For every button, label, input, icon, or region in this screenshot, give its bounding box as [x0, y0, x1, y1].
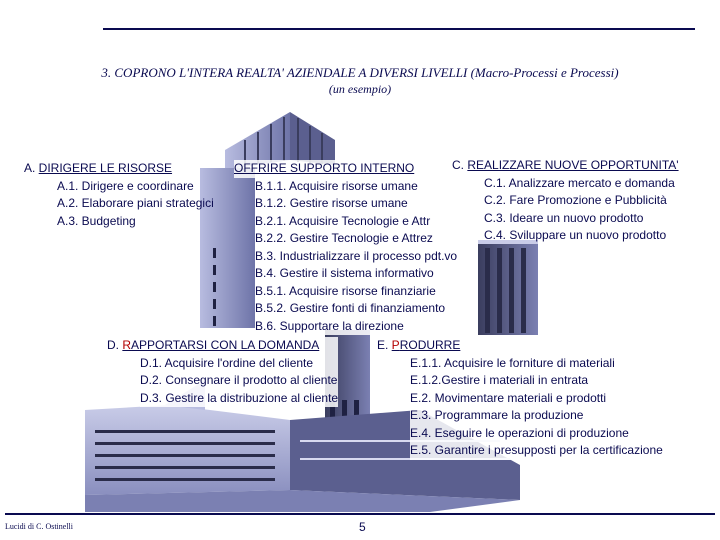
block-b-item: B.4. Gestire il sistema informativo [255, 265, 457, 283]
block-a-heading: A. DIRIGERE LE RISORSE [24, 161, 173, 175]
block-e [377, 337, 663, 460]
block-c-item: C.2. Fare Promozione e Pubblicità [484, 193, 667, 207]
block-c [452, 157, 679, 245]
block-b-item: B.1.2. Gestire risorse umane [255, 195, 457, 213]
block-b-item: B.1.1. Acquisire risorse umane [255, 178, 457, 196]
footer-author: Lucidi di C. Ostinelli [5, 522, 73, 531]
block-b-item: B.2.2. Gestire Tecnologie e Attrez [255, 230, 457, 248]
block-a [24, 160, 214, 230]
block-e-item: E.1.2.Gestire i materiali in entrata [410, 372, 663, 390]
block-a-item: A.2. Elaborare piani strategici [57, 196, 214, 210]
block-c-item: C.4. Sviluppare un nuovo prodotto [484, 228, 667, 242]
block-d-item: D.1. Acquisire l'ordine del cliente [140, 355, 338, 373]
block-d-item: D.2. Consegnare il prodotto al cliente [140, 372, 338, 390]
block-e-item: E.4. Eseguire le operazioni di produzione [410, 425, 663, 443]
block-e-item: E.1.1. Acquisire le forniture di materiali [410, 355, 663, 373]
slide-subtitle: (un esempio) [328, 82, 392, 96]
block-e-item: E.5. Garantire i presupposti per la certificazione [410, 442, 663, 460]
block-b-item: B.3. Industrializzare il processo pdt.vo [255, 248, 457, 266]
block-e-heading: E. PRODURRE [377, 337, 663, 355]
block-b [234, 160, 457, 335]
slide-title: 3. COPRONO L'INTERA REALTA' AZIENDALE A DIVERSI LIVELLI (Macro-Processi e Processi) [101, 65, 619, 80]
block-d-heading: D. RAPPORTARSI CON LA DOMANDA [107, 337, 338, 355]
block-d-item: D.3. Gestire la distribuzione al cliente [140, 390, 338, 408]
block-e-item: E.2. Movimentare materiali e prodotti [410, 390, 663, 408]
block-b-item: B.2.1. Acquisire Tecnologie e Attr [255, 213, 457, 231]
block-e-heading-initial: P [391, 338, 400, 352]
block-a-item: A.3. Budgeting [57, 213, 136, 228]
block-b-item: B.5.1. Acquisire risorse finanziarie [255, 283, 457, 301]
block-c-heading: C. REALIZZARE NUOVE OPPORTUNITA' [452, 158, 679, 172]
block-c-item: C.1. Analizzare mercato e domanda [484, 175, 675, 190]
block-a-item: A.1. Dirigere e coordinare [57, 178, 194, 193]
block-c-item: C.3. Ideare un nuovo prodotto [484, 210, 644, 225]
block-e-item: E.3. Programmare la produzione [410, 407, 663, 425]
page-number: 5 [359, 520, 366, 534]
block-b-item: B.6. Supportare la direzione [255, 318, 457, 336]
block-b-item: B.5.2. Gestire fonti di finanziamento [255, 300, 457, 318]
block-d [107, 337, 338, 407]
block-b-heading: OFFRIRE SUPPORTO INTERNO [234, 160, 457, 178]
block-d-heading-initial: R [122, 338, 132, 352]
